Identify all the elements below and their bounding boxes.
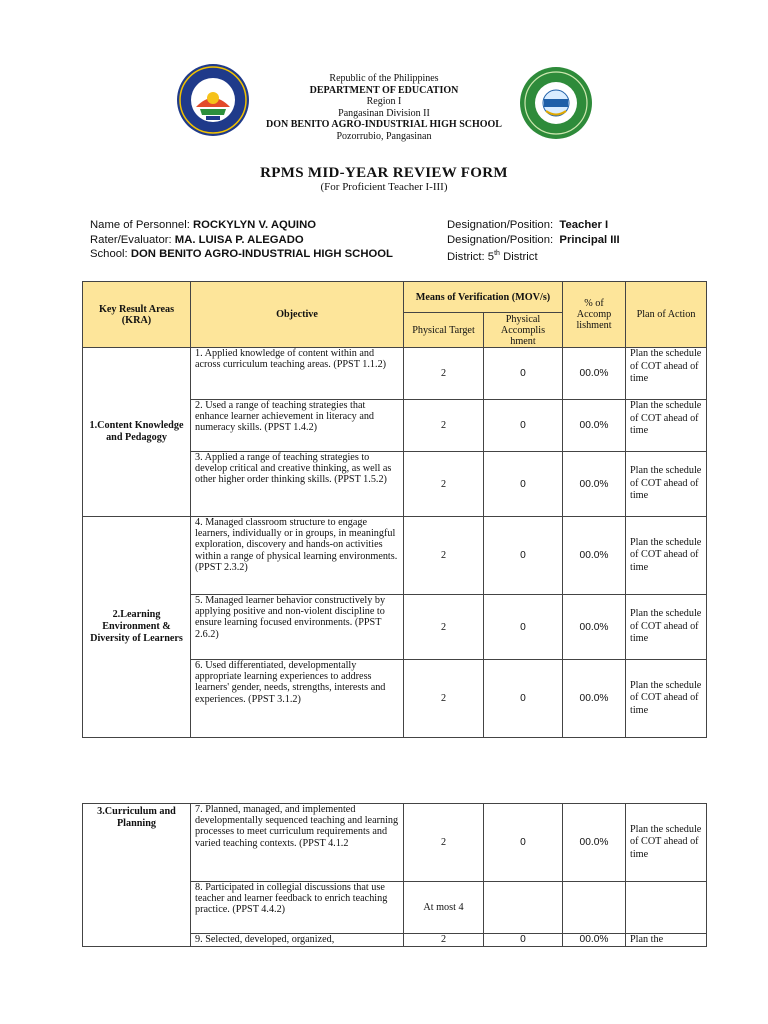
objective-cell: 2. Used a range of teaching strategies that enhance learner achievement in literacy and numeracy skills. (PPST 1.4.2)	[191, 400, 404, 452]
pct-cell: 00.0%	[563, 934, 626, 947]
rater-value: MA. LUISA P. ALEGADO	[174, 233, 304, 246]
district-word: District	[503, 250, 538, 263]
letterhead-country: Republic of the Philippines	[329, 73, 439, 84]
plan-cell: Plan the schedule of COT ahead of time	[626, 517, 707, 595]
kra-cell: 3.Curriculum and Planning	[83, 804, 191, 947]
target-cell: 2	[404, 934, 484, 947]
accomplishment-cell: 0	[484, 660, 563, 738]
target-cell: 2	[404, 595, 484, 660]
objective-cell: 7. Planned, managed, and implemented developmentally sequenced teaching and learning processes to meet curriculum requirements and varied teaching contexts. (PPST 4.1.2	[191, 804, 404, 882]
header-kra: Key Result Areas (KRA)	[83, 282, 191, 348]
plan-cell	[626, 882, 707, 934]
target-cell: 2	[404, 400, 484, 452]
letterhead-department: DEPARTMENT OF EDUCATION	[309, 84, 459, 96]
accomplishment-cell: 0	[484, 517, 563, 595]
pct-cell: 00.0%	[563, 660, 626, 738]
designation-info	[447, 218, 620, 264]
accomplishment-cell: 0	[484, 452, 563, 517]
plan-cell: Plan the schedule of COT ahead of time	[626, 452, 707, 517]
school-label: School:	[90, 248, 128, 260]
accomplishment-cell: 0	[484, 400, 563, 452]
review-table	[82, 281, 707, 738]
header-physical-target: Physical Target	[404, 313, 484, 348]
district-number: 5	[487, 250, 495, 263]
header-mov: Means of Verification (MOV/s)	[404, 282, 563, 313]
header-plan: Plan of Action	[626, 282, 707, 348]
designation1-label: Designation/Position:	[447, 219, 554, 231]
district-suffix: th	[494, 250, 500, 257]
letterhead-address: Pozorrubio, Pangasinan	[336, 130, 432, 142]
pct-cell: 00.0%	[563, 452, 626, 517]
target-cell: 2	[404, 517, 484, 595]
designation1-value: Teacher I	[559, 219, 609, 231]
objective-cell: 1. Applied knowledge of content within and across curriculum teaching areas. (PPST 1.1.2)	[191, 348, 404, 400]
kra-cell: 2.Learning Environment & Diversity of Learners	[83, 517, 191, 738]
pct-cell	[563, 882, 626, 934]
target-cell: 2	[404, 660, 484, 738]
plan-cell: Plan the schedule of COT ahead of time	[626, 595, 707, 660]
designation2-value: Principal III	[559, 233, 620, 246]
header-objective: Objective	[191, 282, 404, 348]
school-value: DON BENITO AGRO-INDUSTRIAL HIGH SCHOOL	[130, 248, 393, 260]
target-cell: 2	[404, 348, 484, 400]
plan-cell: Plan the schedule of COT ahead of time	[626, 348, 707, 400]
accomplishment-cell: 0	[484, 934, 563, 947]
pct-cell: 00.0%	[563, 400, 626, 452]
pct-cell: 00.0%	[563, 348, 626, 400]
plan-cell: Plan the schedule of COT ahead of time	[626, 400, 707, 452]
plan-cell: Plan the	[626, 934, 707, 947]
objective-cell: 6. Used differentiated, developmentally appropriate learning experiences to address learners' gender, needs, strengths, interests and experiences. (PPST 3.1.2)	[191, 660, 404, 738]
target-cell: 2	[404, 452, 484, 517]
objective-cell: 8. Participated in collegial discussions that use teacher and learner feedback to enrich teaching practice. (PPST 4.4.2)	[191, 882, 404, 934]
rater-label: Rater/Evaluator:	[90, 233, 172, 246]
district-label: District:	[447, 250, 485, 263]
pct-cell: 00.0%	[563, 804, 626, 882]
designation2-label: Designation/Position:	[447, 233, 554, 246]
objective-cell: 4. Managed classroom structure to engage learners, individually or in groups, in meaningful exploration, discovery and hands-on activities within a range of physical learning environments. (PPST 2.3.2)	[191, 517, 404, 595]
header-pct: % of Accomp lishment	[563, 282, 626, 348]
letterhead-region: Region I	[366, 96, 402, 108]
kra-cell: 1.Content Knowledge and Pedagogy	[83, 348, 191, 517]
accomplishment-cell: 0	[484, 348, 563, 400]
letterhead	[0, 73, 768, 143]
objective-cell: 3. Applied a range of teaching strategies to develop critical and creative thinking, as well as other higher order thinking skills. (PPST 1.5.2)	[191, 452, 404, 517]
accomplishment-cell	[484, 882, 563, 934]
accomplishment-cell: 0	[484, 595, 563, 660]
objective-cell: 9. Selected, developed, organized,	[191, 934, 404, 947]
table-row	[83, 348, 707, 400]
pct-cell: 00.0%	[563, 595, 626, 660]
personnel-value: ROCKYLYN V. AQUINO	[192, 219, 317, 231]
accomplishment-cell: 0	[484, 804, 563, 882]
pct-cell: 00.0%	[563, 517, 626, 595]
table-row	[83, 517, 707, 595]
plan-cell: Plan the schedule of COT ahead of time	[626, 660, 707, 738]
plan-cell: Plan the schedule of COT ahead of time	[626, 804, 707, 882]
personnel-label: Name of Personnel:	[90, 219, 190, 231]
header-physical-accomplishment: Physical Accomplis hment	[484, 313, 563, 348]
review-table-continued	[82, 803, 707, 947]
table-row	[83, 804, 707, 882]
target-cell: At most 4	[404, 882, 484, 934]
letterhead-division: Pangasinan Division II	[338, 107, 430, 119]
form-title: RPMS MID-YEAR REVIEW FORM	[260, 165, 508, 181]
letterhead-school: DON BENITO AGRO-INDUSTRIAL HIGH SCHOOL	[266, 119, 502, 131]
personnel-info	[90, 218, 393, 262]
target-cell: 2	[404, 804, 484, 882]
form-subtitle: (For Proficient Teacher I-III)	[320, 181, 448, 193]
objective-cell: 5. Managed learner behavior constructively by applying positive and non-violent discipline to ensure learning focused environments. (PPST 2.6.2)	[191, 595, 404, 660]
